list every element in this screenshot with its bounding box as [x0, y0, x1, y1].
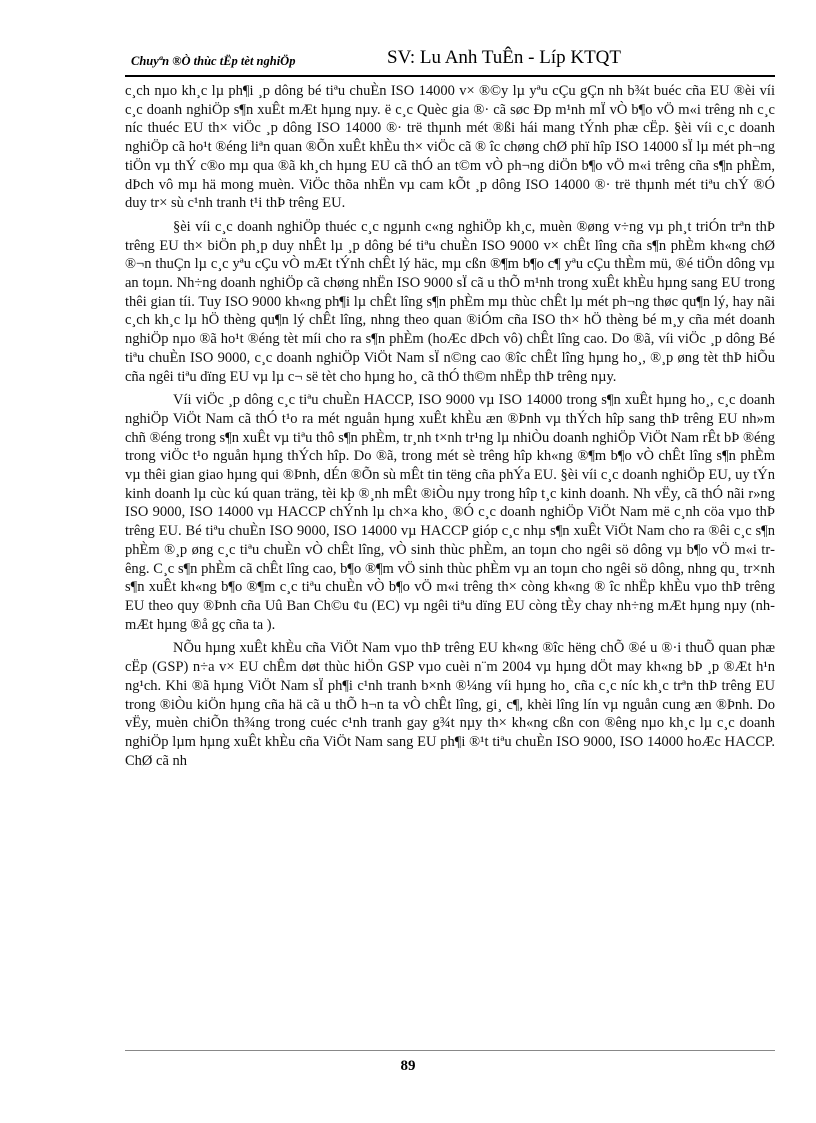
- header-rule: [125, 75, 775, 77]
- paragraph-2: §èi víi c¸c doanh nghiÖp thuéc c¸c ngµnh c«ng nghiÖp kh¸c, muèn ®øng v÷ng vµ ph¸t triÓn trªn thÞ trêng EU th× biÖn ph¸p duy nhÊt lµ ¸p dông bé tiªu chuÈn ISO 9000 v× chÊt lîng cña s¶n phÈm kh«ng chØ ®¬n thuÇn lµ c¸c yªu cÇu vÒ mÆt tÝnh chÊt lý häc, mµ cßn ®¶m b¶o c¶ yªu cÇu thÈm mü, ®é tiÖn dông vµ an toµn. Nh÷ng doanh nghiÖp cã chøng nhËn ISO 9000 sÏ cã u thÕ m¹nh trong xuÊt khÈu hµng sang EU trong thêi gian tíi. Tuy ISO 9000 kh«ng ph¶i lµ chÊt lîng s¶n phÈm mµ thùc chÊt lµ mét ph¬ng thøc qu¶n lý, hay nãi c¸ch kh¸c lµ hÖ thèng qu¶n lý chÊt lîng, nhng theo quan ®iÓm cña ISO th× hÖ thèng bé m¸y cña mét doanh nghiÖp nµo ®ã ho¹t ®éng tèt míi cho ra s¶n phÈm (hoÆc dÞch vô) chÊt lîng cao. Do ®ã, víi viÖc ¸p dông Bé tiªu chuÈn ISO 9000, c¸c doanh nghiÖp ViÖt Nam sÏ n©ng cao ®îc chÊt lîng hµng ho¸, ®¸p øng tèt thÞ hiÕu cña ngêi tiªu dïng EU vµ lµ c¬ së tèt cho hµng ho¸ cã thÓ th©m nhËp thÞ trêng nµy.: [125, 218, 775, 385]
- paragraph-3: Víi viÖc ¸p dông c¸c tiªu chuÈn HACCP, ISO 9000 vµ ISO 14000 trong s¶n xuÊt hµng ho¸, c¸c doanh nghiÖp ViÖt Nam cã thÓ t¹o ra mét nguån hµng xuÊt khÈu æn ®Þnh vµ thÝch hîp sang thÞ trêng EU nh»m chñ ®éng trong s¶n xuÊt vµ tiªu thô s¶n phÈm, tr¸nh t×nh tr¹ng lµ nhiÒu doanh nghiÖp ViÖt Nam rÊt bÞ ®éng trong viÖc t¹o nguån hµng thÝch hîp. Do ®ã, trong mét sè trêng hîp kh«ng ®¶m b¶o vÒ chÊt lîng s¶n phÈm vµ thêi gian giao hµng qui ®Þnh, dÉn ®Õn sù mÊt tin tëng cña phÝa EU. §èi víi c¸c doanh nghiÖp EU, uy tÝn kinh doanh lµ cùc kú quan träng, tèi kþ ®¸nh mÊt ®iÒu nµy trong hîp t¸c kinh doanh. Nh vËy, cã thÓ nãi r»ng ISO 9000, ISO 14000 vµ HACCP chÝnh lµ ch×a kho¸ ®Ó c¸c doanh nghiÖp ViÖt Nam më c¸nh cöa vµo thÞ trêng EU. Bé tiªu chuÈn ISO 9000, ISO 14000 vµ HACCP gióp c¸c nhµ s¶n xuÊt ViÖt Nam cho ra ®êi c¸c s¶n phÈm ®¸p øng c¸c tiªu chuÈn vÒ chÊt lîng, vÒ sinh thùc phÈm, an toµn cho ngêi sö dông vµ b¶o vÖ m«i trêng. C¸c s¶n phÈm cã chÊt lîng cao, b¶o ®¶m vÖ sinh thùc phÈm vµ an toµn cho ngêi sö dông, nhng qu¸ tr×nh s¶n xuÊt kh«ng b¶o ®¶m c¸c tiªu chuÈn vÒ b¶o vÖ m«i trêng th× còng kh«ng ® îc nhËp khÈu vµo thÞ trêng EU theo quy ®Þnh cña Uû Ban Ch©u ¢u (EC) vµ ngêi tiªu dïng EU còng tÈy chay nh÷ng mÆt hµng nµy (nh mÆt hµng ®å gç cña ta ).: [125, 392, 775, 633]
- paragraph-4: NÕu hµng xuÊt khÈu cña ViÖt Nam vµo thÞ trêng EU kh«ng ®îc hëng chÕ ®é u ®·i thuÕ quan phæ cËp (GSP) n÷a v× EU chÊm døt thùc hiÖn GSP vµo cuèi n¨m 2004 vµ hµng dÖt may kh«ng bÞ ¸p ®Æt h¹n ng¹ch. Khi ®ã hµng ViÖt Nam sÏ ph¶i c¹nh tranh b×nh ®¼ng víi hµng ho¸ cña c¸c níc kh¸c trªn thÞ trêng EU trong ®iÒu kiÖn hµng cña hä cã u thÕ h¬n ta vÒ chÊt lîng, gi¸ c¶, khèi lîng lín vµ nguån cung æn ®Þnh. Do vËy, muèn chiÕn th¾ng trong cuéc c¹nh tranh gay g¾t nµy th× kh«ng cßn con ®êng nµo kh¸c lµ c¸c doanh nghiÖp lµm hµng xuÊt khÈu cña ViÖt Nam sang EU ph¶i ®¹t tiªu chuÈn ISO 9000, ISO 14000 hoÆc HACCP. ChØ cã nh: [125, 640, 775, 769]
- header-student-info: SV: Lu Anh TuÊn - Líp KTQT: [387, 47, 622, 68]
- footer-rule: [125, 1050, 775, 1051]
- paragraph-1: c¸ch nµo kh¸c lµ ph¶i ¸p dông bé tiªu chuÈn ISO 14000 v× ®©y lµ yªu cÇu gÇn nh b¾t buéc cña EU ®èi víi c¸c doanh nghiÖp s¶n xuÊt mÆt hµng nµy. ë c¸c Quèc gia ®· cã søc Ðp m¹nh mÏ vÒ b¶o vÖ m«i trêng nh c¸c níc thuéc EU th× viÖc ¸p dông ISO 14000 ®· trë thµnh mét ®ßi hái mang tÝnh phæ cËp. §èi víi c¸c doanh nghiÖp cã ho¹t ®éng liªn quan ®Õn xuÊt khÈu th× viÖc cã ® îc chøng chØ phï hîp ISO 14000 sÏ lµ mét ph¬ng tiÖn vµ thÝ c®o mµ qua ®ã kh¸ch hµng EU cã thÓ an t©m vÒ ph¬ng diÖn b¶o vÖ m«i trêng cña s¶n phÈm, dÞch vô mµ hä mong muèn. ViÖc thõa nhËn vµ cam kÕt ¸p dông ISO 14000 ®· trë thµnh mét tiªu chÝ ®Ó duy tr× sù c¹nh tranh t¹i thÞ trêng EU.: [125, 83, 775, 212]
- header-thesis-title: Chuyªn ®Ò thùc tËp tèt nghiÖp: [131, 54, 296, 68]
- page-header: [125, 44, 775, 74]
- page-number: 89: [400, 1058, 416, 1074]
- document-body: [125, 82, 775, 775]
